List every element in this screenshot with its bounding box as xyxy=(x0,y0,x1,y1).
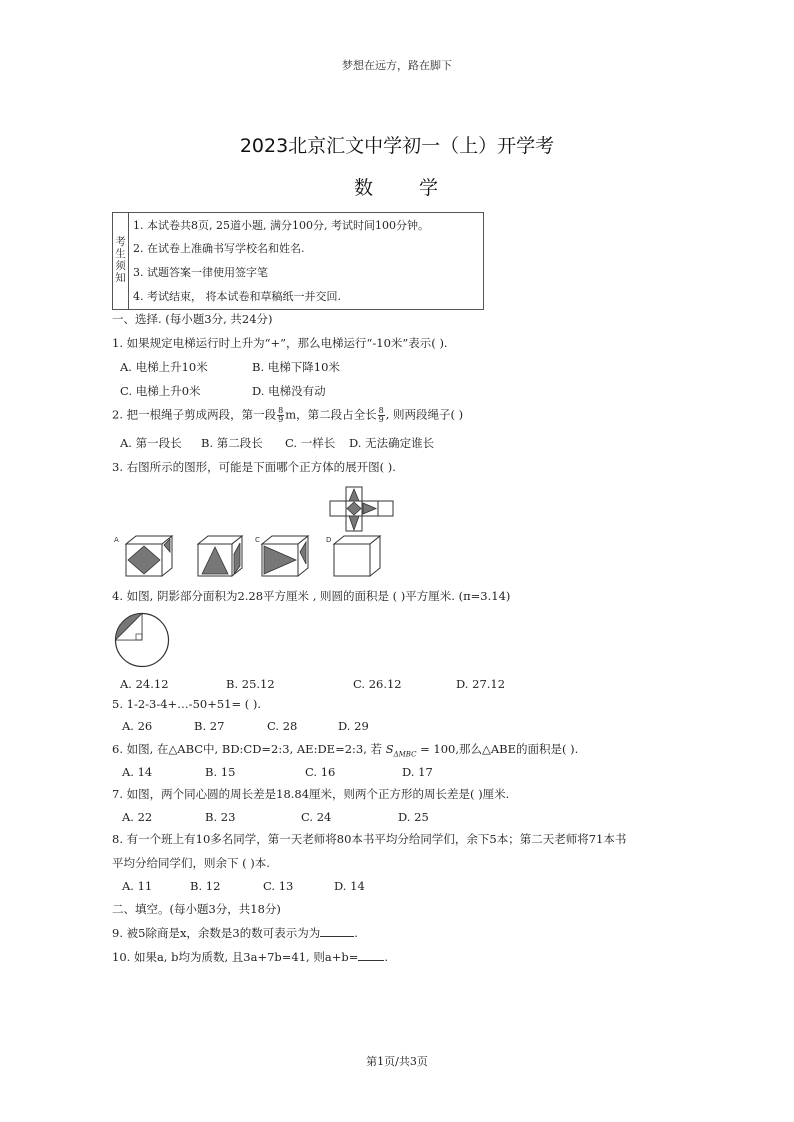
question-2-option-d: D. 无法确定谁长 xyxy=(349,436,435,450)
fraction-denominator: 9 xyxy=(278,415,284,424)
question-1-stem: 1. 如果规定电梯运行时上升为“+”，那么电梯运行“-10米”表示( ). xyxy=(112,336,448,350)
question-3-stem: 3. 右图所示的图形，可能是下面哪个正方体的展开图( ). xyxy=(112,460,396,474)
question-7-option-d: D. 25 xyxy=(398,810,429,824)
cube-option-label-d: D xyxy=(326,536,332,544)
notice-label-char: 须 xyxy=(115,260,126,272)
question-6-option-a: A. 14 xyxy=(122,765,153,779)
question-8-stem-line-2: 平均分给同学们，则余下 ( )本. xyxy=(112,856,270,870)
notice-item: 3. 试题答案一律使用签字笔 xyxy=(133,266,268,279)
cube-a xyxy=(126,536,172,576)
circle-figure xyxy=(114,612,170,668)
area-subscript: ΔMBC xyxy=(393,750,417,759)
question-4-stem: 4. 如图, 阴影部分面积为2.28平方厘米 , 则圆的面积是 ( )平方厘米. (π=3.14) xyxy=(112,589,511,603)
question-2-option-a: A. 第一段长 xyxy=(120,436,182,450)
exam-title: 2023北京汇文中学初一（上）开学考 xyxy=(239,135,555,157)
question-9-stem-part: 9. 被5除商是x，余数是3的数可表示为为 xyxy=(112,926,321,940)
fraction-numerator: 8 xyxy=(278,406,284,415)
cube-options-figure xyxy=(112,534,382,578)
question-1-option-c: C. 电梯上升0米 xyxy=(120,384,201,398)
section-heading-choice: 一、选择. (每小题3分, 共24分) xyxy=(112,312,273,326)
question-6-stem xyxy=(112,742,578,761)
cube-b xyxy=(198,536,242,576)
section-heading-fill: 二、填空。(每小题3分，共18分) xyxy=(112,902,281,916)
page-footer: 第1页/共3页 xyxy=(366,1055,428,1068)
answer-blank[interactable] xyxy=(320,926,354,937)
question-5-option-b: B. 27 xyxy=(194,719,225,733)
question-7-option-c: C. 24 xyxy=(301,810,332,824)
notice-label-char: 生 xyxy=(115,248,126,260)
question-8-option-c: C. 13 xyxy=(263,879,294,893)
notice-item: 4. 考试结束， 将本试卷和草稿纸一并交回. xyxy=(133,290,341,303)
cube-net-figure xyxy=(330,486,394,532)
question-7-option-b: B. 23 xyxy=(205,810,236,824)
question-8-option-b: B. 12 xyxy=(190,879,221,893)
subject-char-2: 学 xyxy=(419,177,441,199)
question-5-stem: 5. 1-2-3-4+…-50+51= ( ). xyxy=(112,697,262,711)
subject-title xyxy=(0,173,794,200)
page-header: 梦想在远方，路在脚下 xyxy=(342,59,452,72)
cube-c xyxy=(262,536,308,576)
question-4-option-c: C. 26.12 xyxy=(353,677,402,691)
question-7-stem: 7. 如图，两个同心圆的周长差是18.84厘米，则两个正方形的周长差是( )厘米. xyxy=(112,787,510,801)
cube-option-label-c: C xyxy=(255,536,260,544)
question-2-stem-part: m，第二段占全长 xyxy=(285,407,377,422)
question-4-option-d: D. 27.12 xyxy=(456,677,506,691)
question-4-option-a: A. 24.12 xyxy=(120,677,169,691)
notice-label xyxy=(113,213,129,309)
notice-item: 2. 在试卷上准确书写学校名和姓名. xyxy=(133,242,305,255)
cube-d xyxy=(334,536,380,576)
question-8-stem-line-1: 8. 有一个班上有10多名同学，第一天老师将80本书平均分给同学们，余下5本；第二天老师将71本书 xyxy=(112,832,627,846)
question-10-stem-part: 10. 如果a, b均为质数, 且3a+7b=41, 则a+b= xyxy=(112,950,359,964)
question-6-stem-part: 6. 如图, 在△ABC中, BD:CD=2:3, AE:DE=2:3, 若 xyxy=(112,742,386,756)
question-9-stem xyxy=(112,926,358,940)
exam-notice-box xyxy=(112,212,484,310)
question-1-option-a: A. 电梯上升10米 xyxy=(120,360,208,374)
question-7-option-a: A. 22 xyxy=(122,810,153,824)
question-6-option-c: C. 16 xyxy=(305,765,336,779)
fraction xyxy=(378,407,385,424)
question-6-option-b: B. 15 xyxy=(205,765,236,779)
question-8-option-a: A. 11 xyxy=(122,879,153,893)
fraction-denominator: 9 xyxy=(378,415,384,424)
cube-option-label-a: A xyxy=(114,536,119,544)
notice-item: 1. 本试卷共8页, 25道小题, 满分100分, 考试时间100分钟。 xyxy=(133,219,429,232)
question-5-option-c: C. 28 xyxy=(267,719,298,733)
area-symbol: S xyxy=(385,742,394,756)
question-5-option-a: A. 26 xyxy=(122,719,153,733)
fraction-numerator: 8 xyxy=(378,406,384,415)
notice-label-char: 考 xyxy=(115,236,126,248)
question-6-stem-part: = 100,那么△ABE的面积是( ). xyxy=(416,742,579,756)
question-10-stem xyxy=(112,950,388,964)
subject-char-1: 数 xyxy=(353,177,375,199)
question-1-option-b: B. 电梯下降10米 xyxy=(252,360,340,374)
notice-label-char: 知 xyxy=(115,272,126,284)
question-1-option-d: D. 电梯没有动 xyxy=(252,384,326,398)
question-2-stem-part: 2. 把一根绳子剪成两段，第一段 xyxy=(112,407,277,422)
question-2-stem xyxy=(112,407,463,424)
question-10-stem-part: . xyxy=(384,950,388,964)
question-9-stem-part: . xyxy=(354,926,358,940)
question-6-option-d: D. 17 xyxy=(402,765,433,779)
answer-blank[interactable] xyxy=(358,950,384,961)
question-8-option-d: D. 14 xyxy=(334,879,365,893)
question-2-option-c: C. 一样长 xyxy=(285,436,336,450)
question-4-option-b: B. 25.12 xyxy=(226,677,275,691)
question-2-option-b: B. 第二段长 xyxy=(201,436,263,450)
fraction xyxy=(277,407,284,424)
question-2-stem-part: , 则两段绳子( ) xyxy=(385,407,464,422)
question-5-option-d: D. 29 xyxy=(338,719,369,733)
